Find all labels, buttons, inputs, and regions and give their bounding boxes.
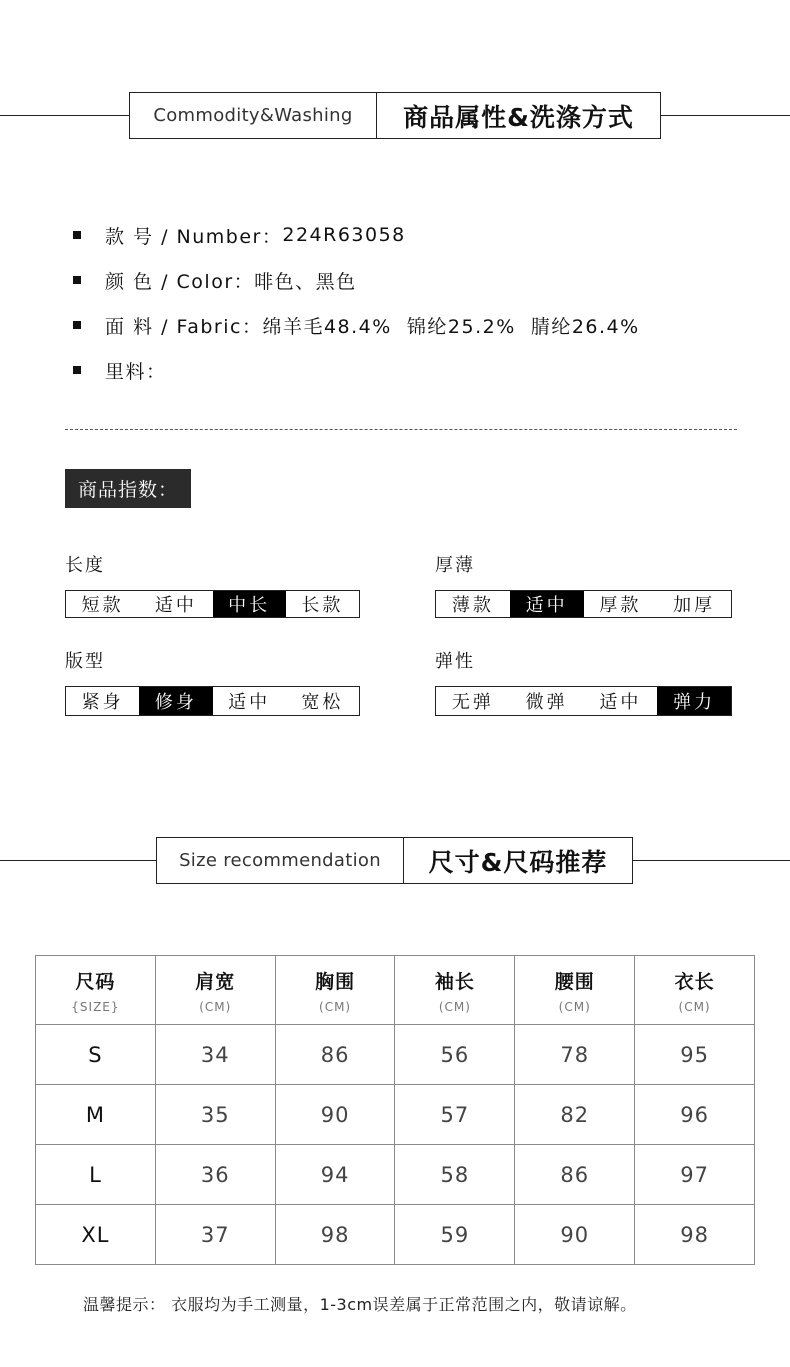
size-cell: M — [36, 1085, 156, 1145]
attr-color — [73, 266, 357, 294]
metric-thickness-option-selected: 适中 — [510, 591, 584, 617]
metric-thickness-option: 厚款 — [599, 595, 642, 616]
table-cell: 58 — [395, 1145, 515, 1205]
size-table — [35, 955, 755, 1265]
metric-elasticity-title: 弹性 — [435, 651, 475, 672]
metric-thickness-option: 加厚 — [673, 595, 716, 616]
table-row — [36, 1025, 755, 1085]
column-unit: {SIZE} — [71, 999, 120, 1014]
metric-fit-title: 版型 — [65, 651, 105, 672]
table-cell: 36 — [155, 1145, 275, 1205]
column-name: 胸围 — [315, 970, 356, 993]
table-cell: 57 — [395, 1085, 515, 1145]
column-unit: (CM) — [438, 999, 471, 1014]
metric-fit-option-selected: 修身 — [139, 687, 212, 715]
dashed-divider — [65, 429, 737, 430]
bullet-icon — [73, 366, 81, 374]
size-header — [156, 837, 633, 884]
metric-length-title: 长度 — [65, 555, 105, 576]
table-cell: 86 — [275, 1025, 395, 1085]
metric-elasticity-option-selected: 弹力 — [657, 687, 731, 715]
metric-elasticity-option: 无弹 — [451, 692, 494, 713]
attr-number — [73, 221, 406, 249]
commodity-header — [129, 92, 661, 139]
table-cell: 94 — [275, 1145, 395, 1205]
attr-color-label: 颜 色 / Color： — [105, 270, 255, 293]
metric-fit-option: 宽松 — [301, 692, 344, 713]
metric-fit-scale — [65, 686, 360, 716]
table-cell: 98 — [275, 1205, 395, 1265]
column-unit: (CM) — [558, 999, 591, 1014]
metric-length-scale — [65, 590, 360, 618]
commodity-header-line-left — [0, 115, 130, 116]
size-header-en: Size recommendation — [157, 838, 404, 883]
table-cell: 98 — [635, 1205, 755, 1265]
attr-fabric-label: 面 料 / Fabric： — [105, 315, 263, 338]
size-cell: XL — [36, 1205, 156, 1265]
size-header-zh: 尺寸&尺码推荐 — [428, 847, 608, 877]
size-cell: S — [36, 1025, 156, 1085]
table-cell: 90 — [275, 1085, 395, 1145]
table-cell: 78 — [515, 1025, 635, 1085]
metric-elasticity-option: 微弹 — [525, 692, 568, 713]
column-unit: (CM) — [678, 999, 711, 1014]
product-index-title: 商品指数： — [65, 469, 191, 508]
metric-length-option: 适中 — [154, 595, 197, 616]
metric-fit-option: 紧身 — [81, 692, 124, 713]
table-row — [36, 1145, 755, 1205]
metric-elasticity-scale — [435, 686, 732, 716]
attr-number-value: 224R63058 — [282, 224, 406, 246]
commodity-header-line-right — [660, 115, 790, 116]
metric-length-option-selected: 中长 — [213, 591, 286, 617]
table-cell: 90 — [515, 1205, 635, 1265]
metric-length-option: 长款 — [301, 595, 344, 616]
table-cell: 56 — [395, 1025, 515, 1085]
size-table-header-cell — [275, 956, 395, 1025]
commodity-header-zh: 商品属性&洗涤方式 — [403, 102, 634, 132]
bullet-icon — [73, 276, 81, 284]
metric-thickness-title: 厚薄 — [435, 555, 475, 576]
table-cell: 82 — [515, 1085, 635, 1145]
size-table-header-cell — [635, 956, 755, 1025]
size-table-header-cell — [36, 956, 156, 1025]
metric-fit-option: 适中 — [228, 692, 271, 713]
size-table-header-row — [36, 956, 755, 1025]
size-table-header-cell — [515, 956, 635, 1025]
table-cell: 96 — [635, 1085, 755, 1145]
size-header-line-left — [0, 860, 157, 861]
bullet-icon — [73, 231, 81, 239]
table-cell: 59 — [395, 1205, 515, 1265]
table-row — [36, 1085, 755, 1145]
size-table-header-cell — [155, 956, 275, 1025]
table-row — [36, 1205, 755, 1265]
attr-lining — [73, 356, 167, 384]
attr-lining-label: 里料： — [105, 360, 167, 383]
table-cell: 34 — [155, 1025, 275, 1085]
commodity-header-en: Commodity&Washing — [130, 93, 377, 138]
table-cell: 86 — [515, 1145, 635, 1205]
table-cell: 35 — [155, 1085, 275, 1145]
attr-fabric — [73, 311, 640, 339]
table-cell: 97 — [635, 1145, 755, 1205]
metric-elasticity-option: 适中 — [599, 692, 642, 713]
table-cell: 37 — [155, 1205, 275, 1265]
table-cell: 95 — [635, 1025, 755, 1085]
column-name: 腰围 — [554, 970, 595, 993]
metric-length-option: 短款 — [81, 595, 124, 616]
size-cell: L — [36, 1145, 156, 1205]
column-name: 袖长 — [434, 970, 475, 993]
attr-number-label: 款 号 / Number： — [105, 225, 283, 248]
attr-color-value: 啡色、黑色 — [254, 270, 357, 293]
column-name: 尺码 — [75, 970, 116, 993]
column-unit: (CM) — [199, 999, 232, 1014]
size-header-line-right — [632, 860, 790, 861]
metric-thickness-scale — [435, 590, 732, 618]
bullet-icon — [73, 321, 81, 329]
column-unit: (CM) — [319, 999, 352, 1014]
column-name: 肩宽 — [195, 970, 236, 993]
size-table-header-cell — [395, 956, 515, 1025]
metric-thickness-option: 薄款 — [451, 595, 494, 616]
measurement-note: 温馨提示： 衣服均为手工测量，1-3cm误差属于正常范围之内，敬请谅解。 — [83, 1295, 637, 1314]
attr-fabric-value: 绵羊毛48.4% 锦纶25.2% 腈纶26.4% — [262, 315, 640, 338]
column-name: 衣长 — [674, 970, 715, 993]
